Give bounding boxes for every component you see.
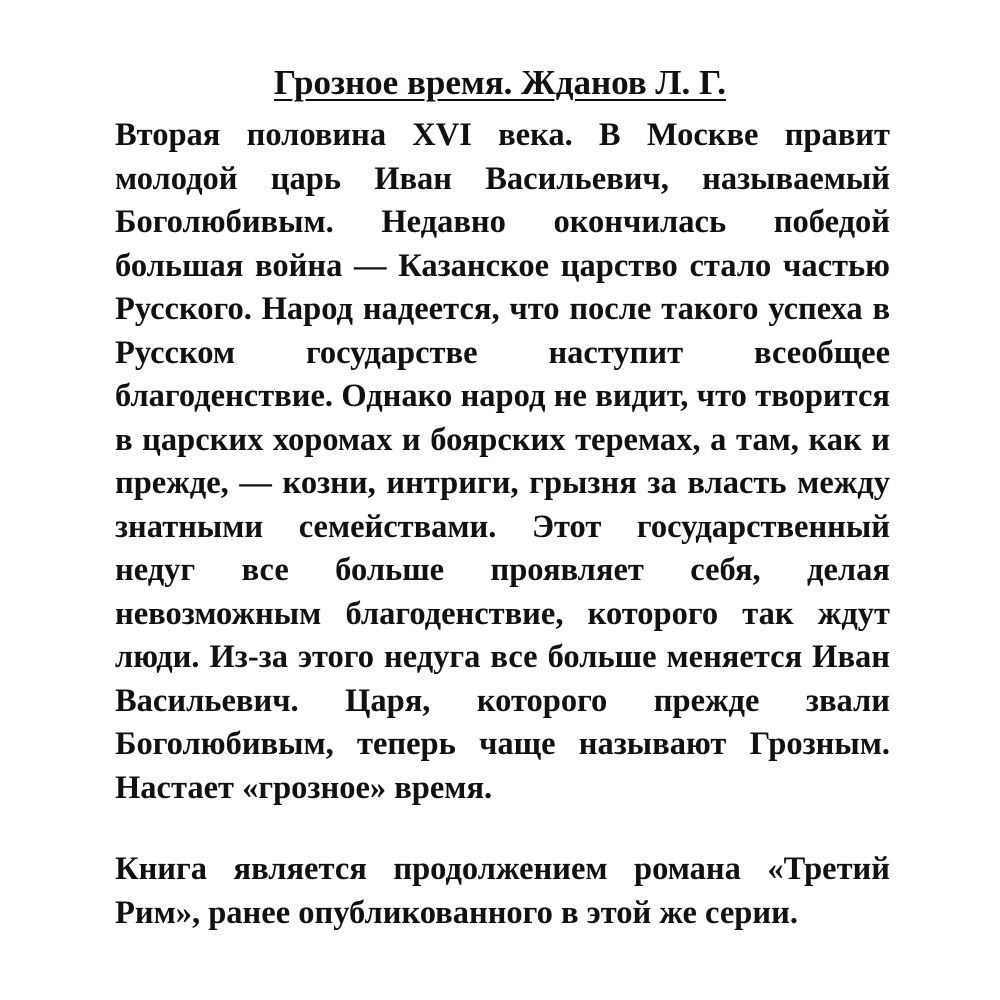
series-note-paragraph: Книга является продолжением романа «Третий Рим», ранее опубликованного в этой же серии. [115,851,890,931]
document-title: Грозное время. Жданов Л. Г. [273,63,727,102]
description-paragraph: Вторая половина XVI века. В Москве правит молодой царь Иван Васильевич, называемый Боголюбивым. Недавно окончилась победой большая война — Казанское царство стало частью Русского. Народ надеется, что после такого успеха в Русском государстве наступит всеобщее благоденствие. Однако народ не видит, что творится в царских хоромах и боярских теремах, а там, как и прежде, — козни, интриги, грызня за власть между знатными семействами. Этот государственный недуг все больше проявляет себя, делая невозможным благоденствие, которого так ждут люди. Из-за этого недуга все больше меняется Иван Васильевич. Царя, которого прежде звали Боголюбивым, теперь чаще называют Грозным. Настает «грозное» время. [115,117,890,806]
